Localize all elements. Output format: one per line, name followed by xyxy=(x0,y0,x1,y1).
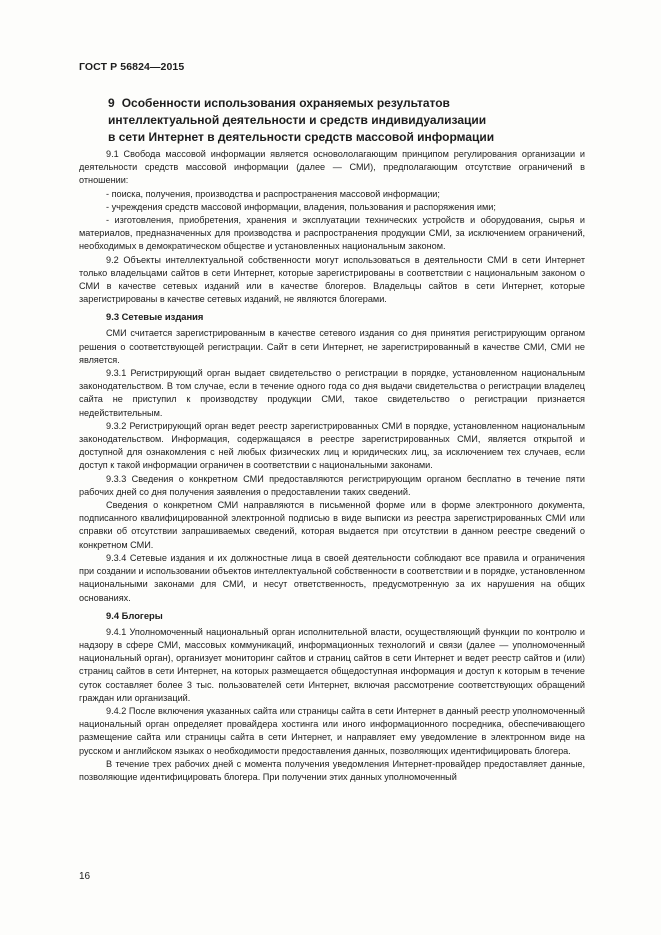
paragraph-9-4-2-continued: В течение трех рабочих дней с момента получения уведомления Интернет-провайдер предоставляет данные, позволяющие идентифицировать блогера. При получении этих данных уполномоченный xyxy=(79,758,585,782)
paragraph-9-3-4: 9.3.4 Сетевые издания и их должностные лица в своей деятельности соблюдают все правила и ограничения при создании и использовании объектов интеллектуальной собственности в соответствии и в порядке, установленном национальными законами для СМИ, и несут ответственность, предусмотренную за их нарушения на общих основаниях. xyxy=(79,552,585,603)
section-title-line-2: интеллектуальной деятельности и средств индивидуализации xyxy=(108,113,487,127)
section-title xyxy=(108,95,578,146)
paragraph-9-3-3: 9.3.3 Сведения о конкретном СМИ предоставляются регистрирующим органом бесплатно в течение пяти рабочих дней со дня получения заявления о предоставлении таких сведений. xyxy=(79,473,585,497)
subsection-heading-9-4: 9.4 Блогеры xyxy=(106,609,163,621)
list-item: - поиска, получения, производства и распространения массовой информации; xyxy=(106,188,440,199)
document-standard-id: ГОСТ Р 56824—2015 xyxy=(79,61,185,73)
subsection-heading-9-3: 9.3 Сетевые издания xyxy=(106,311,204,323)
section-title-line-1: Особенности использования охраняемых результатов xyxy=(121,96,450,110)
paragraph-9-1: 9.1 Свобода массовой информации является основололагающим принципом регулирования организации и деятельности средств массовой информации (далее — СМИ), предполагающим отсутствие ограничений в отношении: xyxy=(79,149,585,186)
paragraph-9-3-intro: СМИ считается зарегистрированным в качестве сетевого издания со дня принятия регистрирующим органом решения о соответствующей регистрации. Сайт в сети Интернет, не зарегистрированный в качестве СМИ, СМИ не является. xyxy=(79,328,585,365)
section-title-line-3: в сети Интернет в деятельности средств массовой информации xyxy=(108,130,495,144)
paragraph-9-3-1: 9.3.1 Регистрирующий орган выдает свидетельство о регистрации в порядке, установленном национальным законодательством. В том случае, если в течение одного года со дня выдачи свидетельства о регистрации владелец сайта не приступил к производству продукции СМИ, такое свидетельство о регистрации признается недействительным. xyxy=(79,368,585,418)
document-body xyxy=(79,148,585,784)
paragraph-9-2: 9.2 Объекты интеллектуальной собственности могут использоваться в деятельности СМИ в сети Интернет только владельцами сайтов в сети Интернет, которые зарегистрированы в соответствии с национальным законом о СМИ в качестве сетевых изданий или в качестве блогеров. Владельцы сайтов в сети Интернет, которые зарегистрированы в качестве сетевых изданий, не являются блогерами. xyxy=(79,254,585,305)
list-item: - учреждения средств массовой информации, владения, пользования и распоряжения ими; xyxy=(106,201,496,212)
page-number: 16 xyxy=(79,871,91,882)
paragraph-9-3-2: 9.3.2 Регистрирующий орган ведет реестр зарегистрированных СМИ в порядке, установленном национальным законодательством. Информация, содержащаяся в реестре зарегистрированных СМИ, является открытой и доступной для ознакомления с ней любых физических лиц и юридических лиц, за исключением тех случаев, если доступ к такой информации ограничен в соответствии с национальными законами. xyxy=(79,420,585,471)
section-number: 9 xyxy=(108,96,115,110)
list-item: - изготовления, приобретения, хранения и эксплуатации технических устройств и оборудования, сырья и материалов, предназначенных для производства и распространения продукции СМИ, за исключением ограничений, необходимых в демократическом обществе и установленных национальным законом. xyxy=(79,215,585,252)
paragraph-9-3-3-continued: Сведения о конкретном СМИ направляются в письменной форме или в форме электронного документа, подписанного квалифицированной электронной подписью в виде выписки из реестра зарегистрированных СМИ или справки об отсутствии запрашиваемых сведений, которая выдается при отсутствии в данном реестре сведений о конкретном СМИ. xyxy=(79,500,585,550)
paragraph-9-4-2: 9.4.2 После включения указанных сайта или страницы сайта в сети Интернет в данный реестр уполномоченный национальный орган определяет провайдера хостинга или иного информационного посредника, обеспечивающего размещение сайта или страницы сайта в сети Интернет, и направляет ему уведомление в электронном виде на русском и английском языках о необходимости предоставления данных, позволяющих идентифицировать блогера. xyxy=(79,705,585,756)
paragraph-9-4-1: 9.4.1 Уполномоченный национальный орган исполнительной власти, осуществляющий функции по контролю и надзору в сфере СМИ, массовых коммуникаций, информационных технологий и связи (далее — уполномоченный национальный орган), организует мониторинг сайтов и страниц сайтов в сети Интернет и ведет реестр сайтов и (или) страниц сайтов в сети Интернет, на которых размещается общедоступная информация и доступ к которым в течение суток составляет более 3 тыс. пользователей сети Интернет, включая рассмотрение соответствующих обращений граждан или организаций. xyxy=(79,626,585,703)
